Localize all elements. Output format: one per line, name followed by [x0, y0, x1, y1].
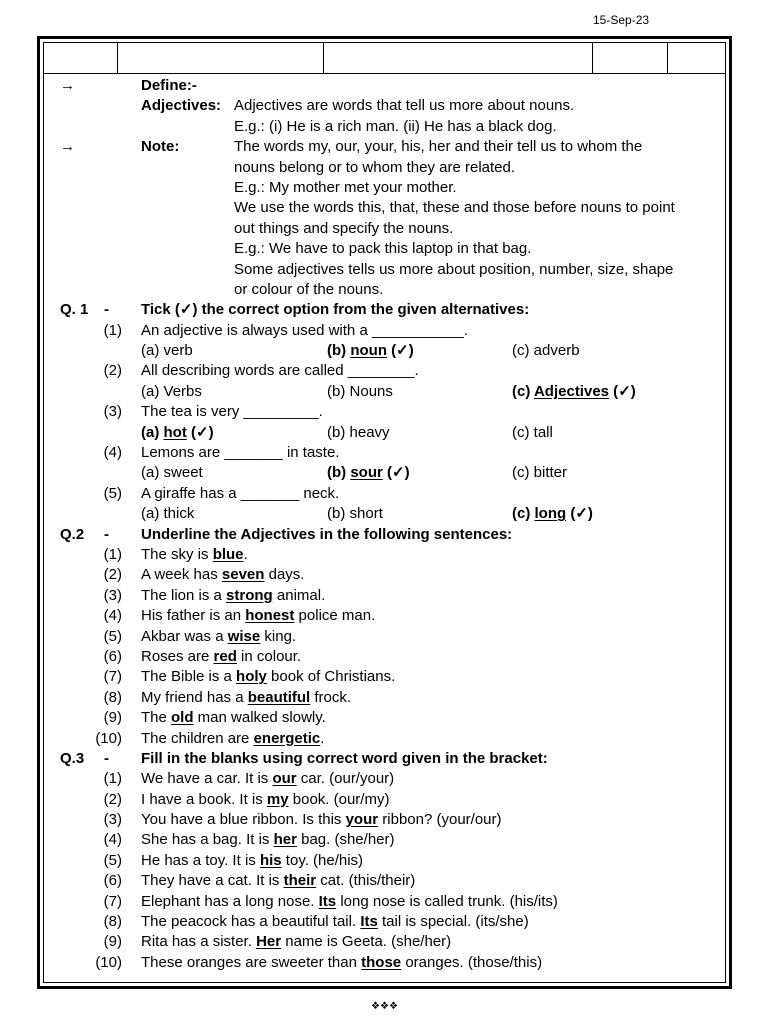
q3-header: [44, 749, 725, 769]
definition-text: Adjectives are words that tell us more about nouns.: [234, 97, 575, 115]
sentence-row: [44, 565, 725, 585]
option-correct: (a) hot (✓): [141, 423, 214, 441]
answer-word: their: [283, 872, 317, 890]
item-number: (7): [103, 892, 122, 910]
note-line: We use the words this, that, these and those before nouns to point: [234, 199, 675, 217]
q2-items: [44, 545, 725, 749]
note-row: [44, 219, 725, 239]
note-label: Note:: [141, 138, 180, 156]
sentence-row: [44, 688, 725, 708]
sentence-post: book. (our/my): [288, 790, 390, 808]
option: [327, 423, 390, 443]
sentence-post: .: [320, 729, 325, 747]
sentence-post: name is Geeta. (she/her): [281, 933, 452, 951]
define-heading: Define:-: [141, 77, 197, 94]
option-word: adverb: [533, 342, 580, 360]
answer-word: red: [213, 647, 237, 665]
question-text: The tea is very _________.: [141, 403, 323, 421]
option-letter: (c): [512, 505, 531, 523]
sentence-text: [141, 912, 529, 932]
sentence-text: [141, 688, 351, 708]
sentence-post: oranges. (those/this): [401, 953, 543, 971]
option-word: hot: [163, 423, 187, 441]
q3-items: [44, 769, 725, 973]
term-label: Adjectives:: [141, 97, 222, 115]
sentence-pre: His father is an: [141, 607, 246, 625]
option-correct: (b) noun (✓): [327, 342, 414, 360]
q1-options-row: [44, 382, 725, 402]
sentence-post: book of Christians.: [266, 668, 396, 686]
sentence-row: [44, 871, 725, 891]
q1-question-row: [44, 402, 725, 422]
option-letter: (c): [512, 423, 530, 441]
option-word: short: [349, 505, 383, 523]
note-line: Some adjectives tells us more about position, number, size, shape: [234, 260, 674, 278]
option: [327, 504, 383, 524]
q3-title: Fill in the blanks using correct word given in the bracket:: [141, 749, 548, 767]
worksheet-content: [44, 76, 725, 973]
sentence-post: days.: [264, 566, 305, 584]
option-correct: (c) Adjectives (✓): [512, 382, 636, 400]
item-number: (5): [103, 484, 122, 502]
sentence-text: [141, 729, 324, 749]
sentence-pre: A week has: [141, 566, 222, 584]
item-number: (4): [103, 831, 122, 849]
sentence-row: [44, 830, 725, 850]
answer-word: strong: [226, 586, 273, 604]
sentence-row: [44, 606, 725, 626]
option-letter: (b): [327, 423, 346, 441]
sentence-text: [141, 851, 363, 871]
option: [512, 423, 553, 443]
sentence-pre: The: [141, 709, 172, 727]
question-text: An adjective is always used with a ___________.: [141, 321, 468, 339]
option: [141, 504, 194, 524]
answer-word: your: [345, 811, 379, 829]
header-cell: [118, 43, 324, 73]
sentence-row: [44, 769, 725, 789]
note-line: E.g.: My mother met your mother.: [234, 178, 457, 196]
sentence-text: [141, 667, 395, 687]
sentence-row: [44, 790, 725, 810]
sentence-text: [141, 586, 325, 606]
sentence-row: [44, 708, 725, 728]
tick-icon: ✓: [396, 342, 409, 360]
q1-question-row: [44, 443, 725, 463]
option-letter: (c): [512, 342, 530, 360]
header-table: [44, 43, 725, 74]
item-number: (10): [95, 953, 122, 971]
tick-icon: ✓: [618, 382, 631, 400]
item-number: (3): [103, 586, 122, 604]
sentence-text: [141, 545, 248, 565]
option-word: sour: [350, 464, 383, 482]
sentence-pre: We have a car. It is: [141, 770, 273, 788]
answer-word: honest: [245, 607, 295, 625]
note-line: out things and specify the nouns.: [234, 219, 454, 237]
sentence-pre: Roses are: [141, 647, 214, 665]
q1-dash: -: [104, 301, 109, 319]
note-line: nouns belong or to whom they are related.: [234, 158, 516, 176]
sentence-row: [44, 892, 725, 912]
answer-word: my: [266, 790, 289, 808]
sentence-text: [141, 871, 415, 891]
arrow-icon: →: [60, 138, 75, 156]
sentence-pre: My friend has a: [141, 688, 248, 706]
sentence-pre: Akbar was a: [141, 627, 228, 645]
sentence-row: [44, 851, 725, 871]
sentence-text: [141, 953, 542, 973]
option-letter: (b): [327, 464, 347, 482]
sentence-text: [141, 606, 375, 626]
option-correct: (b) sour (✓): [327, 464, 410, 482]
answer-word: wise: [227, 627, 261, 645]
answer-word: energetic: [253, 729, 321, 747]
answer-word: Its: [318, 892, 337, 910]
sentence-pre: She has a bag. It is: [141, 831, 274, 849]
worksheet-frame: [37, 36, 732, 1012]
answer-word: our: [272, 770, 297, 788]
item-number: (9): [103, 709, 122, 727]
option-letter: (a): [141, 382, 160, 400]
q1-header: [44, 300, 725, 320]
sentence-post: car. (our/your): [296, 770, 395, 788]
item-number: (4): [103, 607, 122, 625]
option: [141, 382, 202, 402]
sentence-post: .: [243, 545, 248, 563]
sentence-text: [141, 810, 502, 830]
option: [512, 341, 580, 361]
sentence-pre: Elephant has a long nose.: [141, 892, 319, 910]
sentence-pre: The lion is a: [141, 586, 227, 604]
sentence-pre: Rita has a sister.: [141, 933, 257, 951]
sentence-text: [141, 830, 395, 850]
sentence-post: toy. (he/his): [281, 851, 364, 869]
sentence-text: [141, 708, 326, 728]
item-number: (6): [103, 647, 122, 665]
option-word: tall: [533, 423, 553, 441]
sentence-pre: I have a book. It is: [141, 790, 267, 808]
definition-row: [44, 96, 725, 116]
sentence-pre: He has a toy. It is: [141, 851, 260, 869]
option-word: sweet: [163, 464, 203, 482]
q3-dash: -: [104, 749, 109, 767]
option-word: heavy: [349, 423, 390, 441]
option-word: thick: [163, 505, 195, 523]
sentence-text: [141, 790, 389, 810]
option-letter: (b): [327, 505, 346, 523]
option-letter: (c): [512, 464, 530, 482]
answer-word: beautiful: [247, 688, 311, 706]
item-number: (2): [103, 790, 122, 808]
answer-word: those: [361, 953, 402, 971]
sentence-text: [141, 769, 394, 789]
sentence-post: long nose is called trunk. (his/its): [336, 892, 558, 910]
note-line: or colour of the nouns.: [234, 280, 384, 298]
option: [141, 463, 203, 483]
sentence-post: king.: [260, 627, 297, 645]
sentence-pre: The children are: [141, 729, 254, 747]
item-number: (5): [103, 627, 122, 645]
example-text: E.g.: (i) He is a rich man. (ii) He has a black dog.: [234, 117, 557, 135]
sentence-pre: The sky is: [141, 545, 213, 563]
sentence-row: [44, 627, 725, 647]
note-row: [44, 178, 725, 198]
option-word: bitter: [533, 464, 568, 482]
sentence-pre: They have a cat. It is: [141, 872, 284, 890]
item-number: (8): [103, 913, 122, 931]
worksheet-inner-border: [43, 42, 726, 1012]
sentence-row: [44, 810, 725, 830]
q1-options-row: [44, 463, 725, 483]
sentence-row: [44, 667, 725, 687]
note-row: [44, 158, 725, 178]
sentence-text: [141, 892, 558, 912]
note-row: [44, 239, 725, 259]
item-number: (4): [103, 444, 122, 462]
item-number: (7): [103, 668, 122, 686]
answer-word: her: [273, 831, 297, 849]
q2-header: [44, 525, 725, 545]
note-line: E.g.: We have to pack this laptop in that bag.: [234, 240, 532, 258]
note-line: The words my, our, your, his, her and their tell us to whom the: [234, 138, 643, 156]
q2-dash: -: [104, 525, 109, 543]
option-word: Verbs: [163, 382, 202, 400]
sentence-pre: These oranges are sweeter than: [141, 953, 362, 971]
option-letter: (c): [512, 382, 531, 400]
sentence-pre: You have a blue ribbon. Is this: [141, 811, 346, 829]
sentence-post: bag. (she/her): [296, 831, 395, 849]
item-number: (8): [103, 688, 122, 706]
answer-word: holy: [236, 668, 267, 686]
sentence-text: [141, 932, 451, 952]
option-letter: (b): [327, 382, 346, 400]
q1-question-row: [44, 361, 725, 381]
sentence-post: police man.: [294, 607, 376, 625]
header-cell: [44, 43, 118, 73]
date-label: 15-Sep-23: [593, 13, 650, 27]
sentence-row: [44, 912, 725, 932]
question-text: Lemons are _______ in taste.: [141, 444, 340, 462]
option-letter: (b): [327, 342, 347, 360]
tick-icon: ✓: [196, 423, 209, 441]
item-number: (6): [103, 872, 122, 890]
item-number: (1): [103, 770, 122, 788]
option: [141, 341, 193, 361]
option-word: verb: [163, 342, 193, 360]
sentence-post: man walked slowly.: [193, 709, 326, 727]
item-number: (10): [95, 729, 122, 747]
sentence-pre: The peacock has a beautiful tail.: [141, 913, 361, 931]
q1-number: Q. 1: [60, 301, 89, 319]
q1-question-row: [44, 484, 725, 504]
tick-icon: ✓: [392, 464, 405, 482]
question-text: All describing words are called ________.: [141, 362, 419, 380]
answer-word: his: [259, 851, 282, 869]
sentence-post: in colour.: [236, 647, 302, 665]
sentence-row: [44, 545, 725, 565]
question-text: A giraffe has a _______ neck.: [141, 484, 340, 502]
option-correct: (c) long (✓): [512, 505, 593, 523]
item-number: (5): [103, 851, 122, 869]
sentence-post: tail is special. (its/she): [377, 913, 529, 931]
item-number: (2): [103, 362, 122, 380]
q1-items: [44, 321, 725, 525]
sentence-post: cat. (this/their): [316, 872, 416, 890]
option-word: long: [534, 505, 567, 523]
note-row: [44, 137, 725, 157]
sentence-post: frock.: [310, 688, 352, 706]
answer-word: Her: [256, 933, 282, 951]
item-number: (2): [103, 566, 122, 584]
answer-word: old: [171, 709, 194, 727]
q1-options-row: [44, 504, 725, 524]
option-word: Nouns: [349, 382, 393, 400]
option-letter: (a): [141, 505, 160, 523]
option-word: noun: [350, 342, 387, 360]
item-number: (9): [103, 933, 122, 951]
sentence-post: animal.: [272, 586, 326, 604]
q3-number: Q.3: [60, 749, 85, 767]
tick-icon: ✓: [575, 505, 588, 523]
q1-options-row: [44, 341, 725, 361]
sentence-row: [44, 586, 725, 606]
q2-number: Q.2: [60, 525, 85, 543]
sentence-row: [44, 647, 725, 667]
q1-options-row: [44, 423, 725, 443]
answer-word: Its: [360, 913, 378, 931]
option-letter: (a): [141, 464, 160, 482]
header-cell: [324, 43, 593, 73]
sentence-pre: The Bible is a: [141, 668, 237, 686]
item-number: (1): [103, 321, 122, 339]
note-row: [44, 280, 725, 300]
sentence-row: [44, 729, 725, 749]
option-letter: (a): [141, 342, 160, 360]
answer-word: blue: [212, 545, 244, 563]
note-row: [44, 198, 725, 218]
note-row: [44, 260, 725, 280]
item-number: (1): [103, 545, 122, 563]
sentence-row: [44, 953, 725, 973]
sentence-post: ribbon? (your/our): [378, 811, 502, 829]
option-word: Adjectives: [533, 382, 610, 400]
item-number: (3): [103, 403, 122, 421]
q1-question-row: [44, 321, 725, 341]
arrow-icon: →: [60, 77, 75, 94]
sentence-text: [141, 647, 301, 667]
sentence-text: [141, 627, 296, 647]
sentence-text: [141, 565, 304, 585]
q2-title: Underline the Adjectives in the following sentences:: [141, 525, 513, 543]
item-number: (3): [103, 811, 122, 829]
header-cell: [593, 43, 668, 73]
example-row: [44, 117, 725, 137]
footer-ornament: ❖❖❖: [371, 1001, 398, 1012]
option: [512, 463, 567, 483]
sentence-row: [44, 932, 725, 952]
option: [327, 382, 393, 402]
option-letter: (a): [141, 423, 160, 441]
q1-title: Tick (✓) the correct option from the given alternatives:: [141, 301, 530, 319]
answer-word: seven: [221, 566, 265, 584]
define-row: [44, 76, 725, 96]
